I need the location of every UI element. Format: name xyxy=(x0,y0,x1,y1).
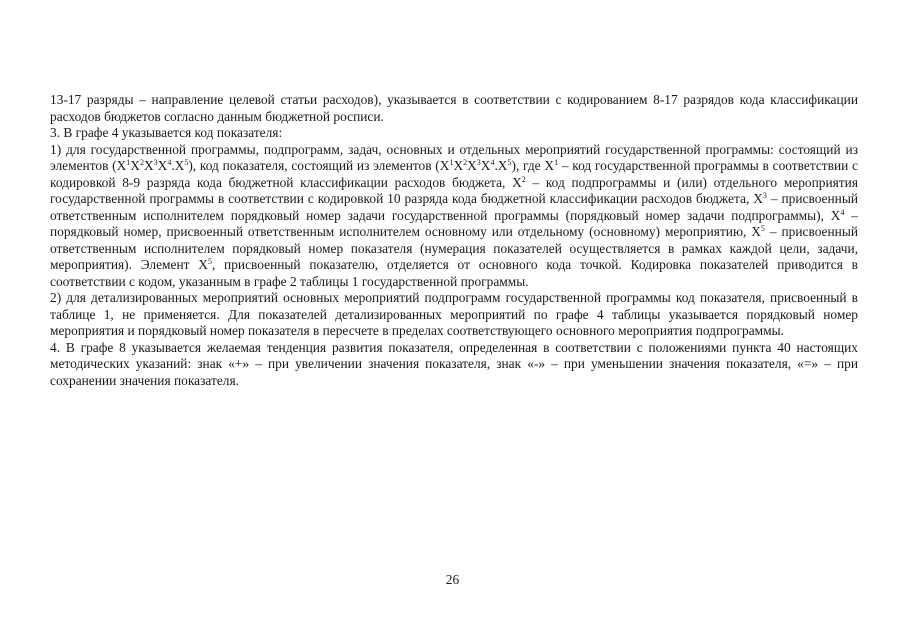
paragraph xyxy=(50,290,858,340)
text-run: – порядковый номер, присвоенный ответственным исполнителем основному или отдельному (основному) мероприятию, X xyxy=(50,207,858,239)
text-run: 4. В графе 8 указывается желаемая тенденция развития показателя, определенная в соответствии с положениями пункта 40 настоящих методических указаний: знак «+» – при увеличении значения показателя, знак «-» – при уменьшении значения показателя, «=» – при сохранении значения показателя. xyxy=(50,339,858,388)
text-run: 13-17 разряды – направление целевой статьи расходов), указывается в соответствии с кодированием 8-17 разрядов кода классификации расходов бюджетов согласно данным бюджетной росписи. xyxy=(50,92,858,124)
text-run: , присвоенный показателю, отделяется от основного кода точкой. Кодировка показателей приводится в соответствии с кодом, указанным в графе 2 таблицы 1 государственной программы. xyxy=(50,257,858,289)
superscript: 4 xyxy=(840,207,845,217)
page-number: 26 xyxy=(445,572,460,587)
text-run: X xyxy=(453,158,464,173)
text-run: X xyxy=(467,158,477,173)
text-run: X xyxy=(480,158,491,173)
superscript: 2 xyxy=(521,174,526,184)
text-run: .X xyxy=(494,158,508,173)
text-run: – присвоенный ответственным исполнителем порядковый номер задачи государственной программы (порядковый номер задачи подпрограммы), X xyxy=(50,191,858,223)
document-body xyxy=(50,92,858,389)
superscript: 3 xyxy=(762,191,767,200)
paragraph xyxy=(50,142,858,291)
superscript: 5 xyxy=(760,224,765,233)
superscript: 5 xyxy=(207,257,212,266)
text-run: .X xyxy=(171,158,185,173)
text-run: – код подпрограммы и (или) отдельного мероприятия государственной программы в соответствии с кодировкой 10 разряда кода бюджетной классификации расходов бюджета, X xyxy=(50,174,858,206)
superscript: 1 xyxy=(126,158,131,167)
paragraph xyxy=(50,340,858,390)
superscript: 2 xyxy=(463,158,468,167)
text-run: 2) для детализированных мероприятий основных мероприятий подпрограмм государственной программы код показателя, присвоенный в таблице 1, не применяется. Для показателей детализированных мероприятий по графе 4 таблицы указывается порядковый номер мероприятия и порядковый номер показателя в пересчете в пределах соответствующего основного мероприятия подпрограммы. xyxy=(50,290,858,338)
text-run: 3. В графе 4 указывается код показателя: xyxy=(50,125,283,140)
text-run: ), код показателя, состоящий из элементов (X xyxy=(188,158,450,173)
text-run: 1) для государственной программы, подпрограмм, задач, основных и отдельных мероприятий государственной программы: состоящий из элементов (X xyxy=(50,141,858,173)
text-run: – присвоенный ответственным исполнителем порядковый номер показателя (нумерация показателей осуществляется в рамках каждой цели, задачи, мероприятия). Элемент X xyxy=(50,224,858,272)
paragraph xyxy=(50,125,858,142)
text-run: X xyxy=(143,158,154,173)
superscript: 5 xyxy=(184,158,189,167)
paragraph xyxy=(50,92,858,125)
superscript: 3 xyxy=(476,158,481,167)
text-run: ), где X xyxy=(511,158,555,173)
superscript: 2 xyxy=(139,158,144,167)
superscript: 4 xyxy=(490,158,495,167)
superscript: 4 xyxy=(167,158,172,167)
text-run: X xyxy=(157,158,168,173)
text-run: X xyxy=(130,158,140,173)
superscript: 1 xyxy=(449,158,454,167)
superscript: 5 xyxy=(507,158,512,167)
superscript: 1 xyxy=(554,158,559,167)
text-run: – код государственной программы в соответствии с кодировкой 8-9 разряда кода бюджетной классификации расходов бюджета, X xyxy=(50,158,858,190)
superscript: 3 xyxy=(153,158,158,167)
